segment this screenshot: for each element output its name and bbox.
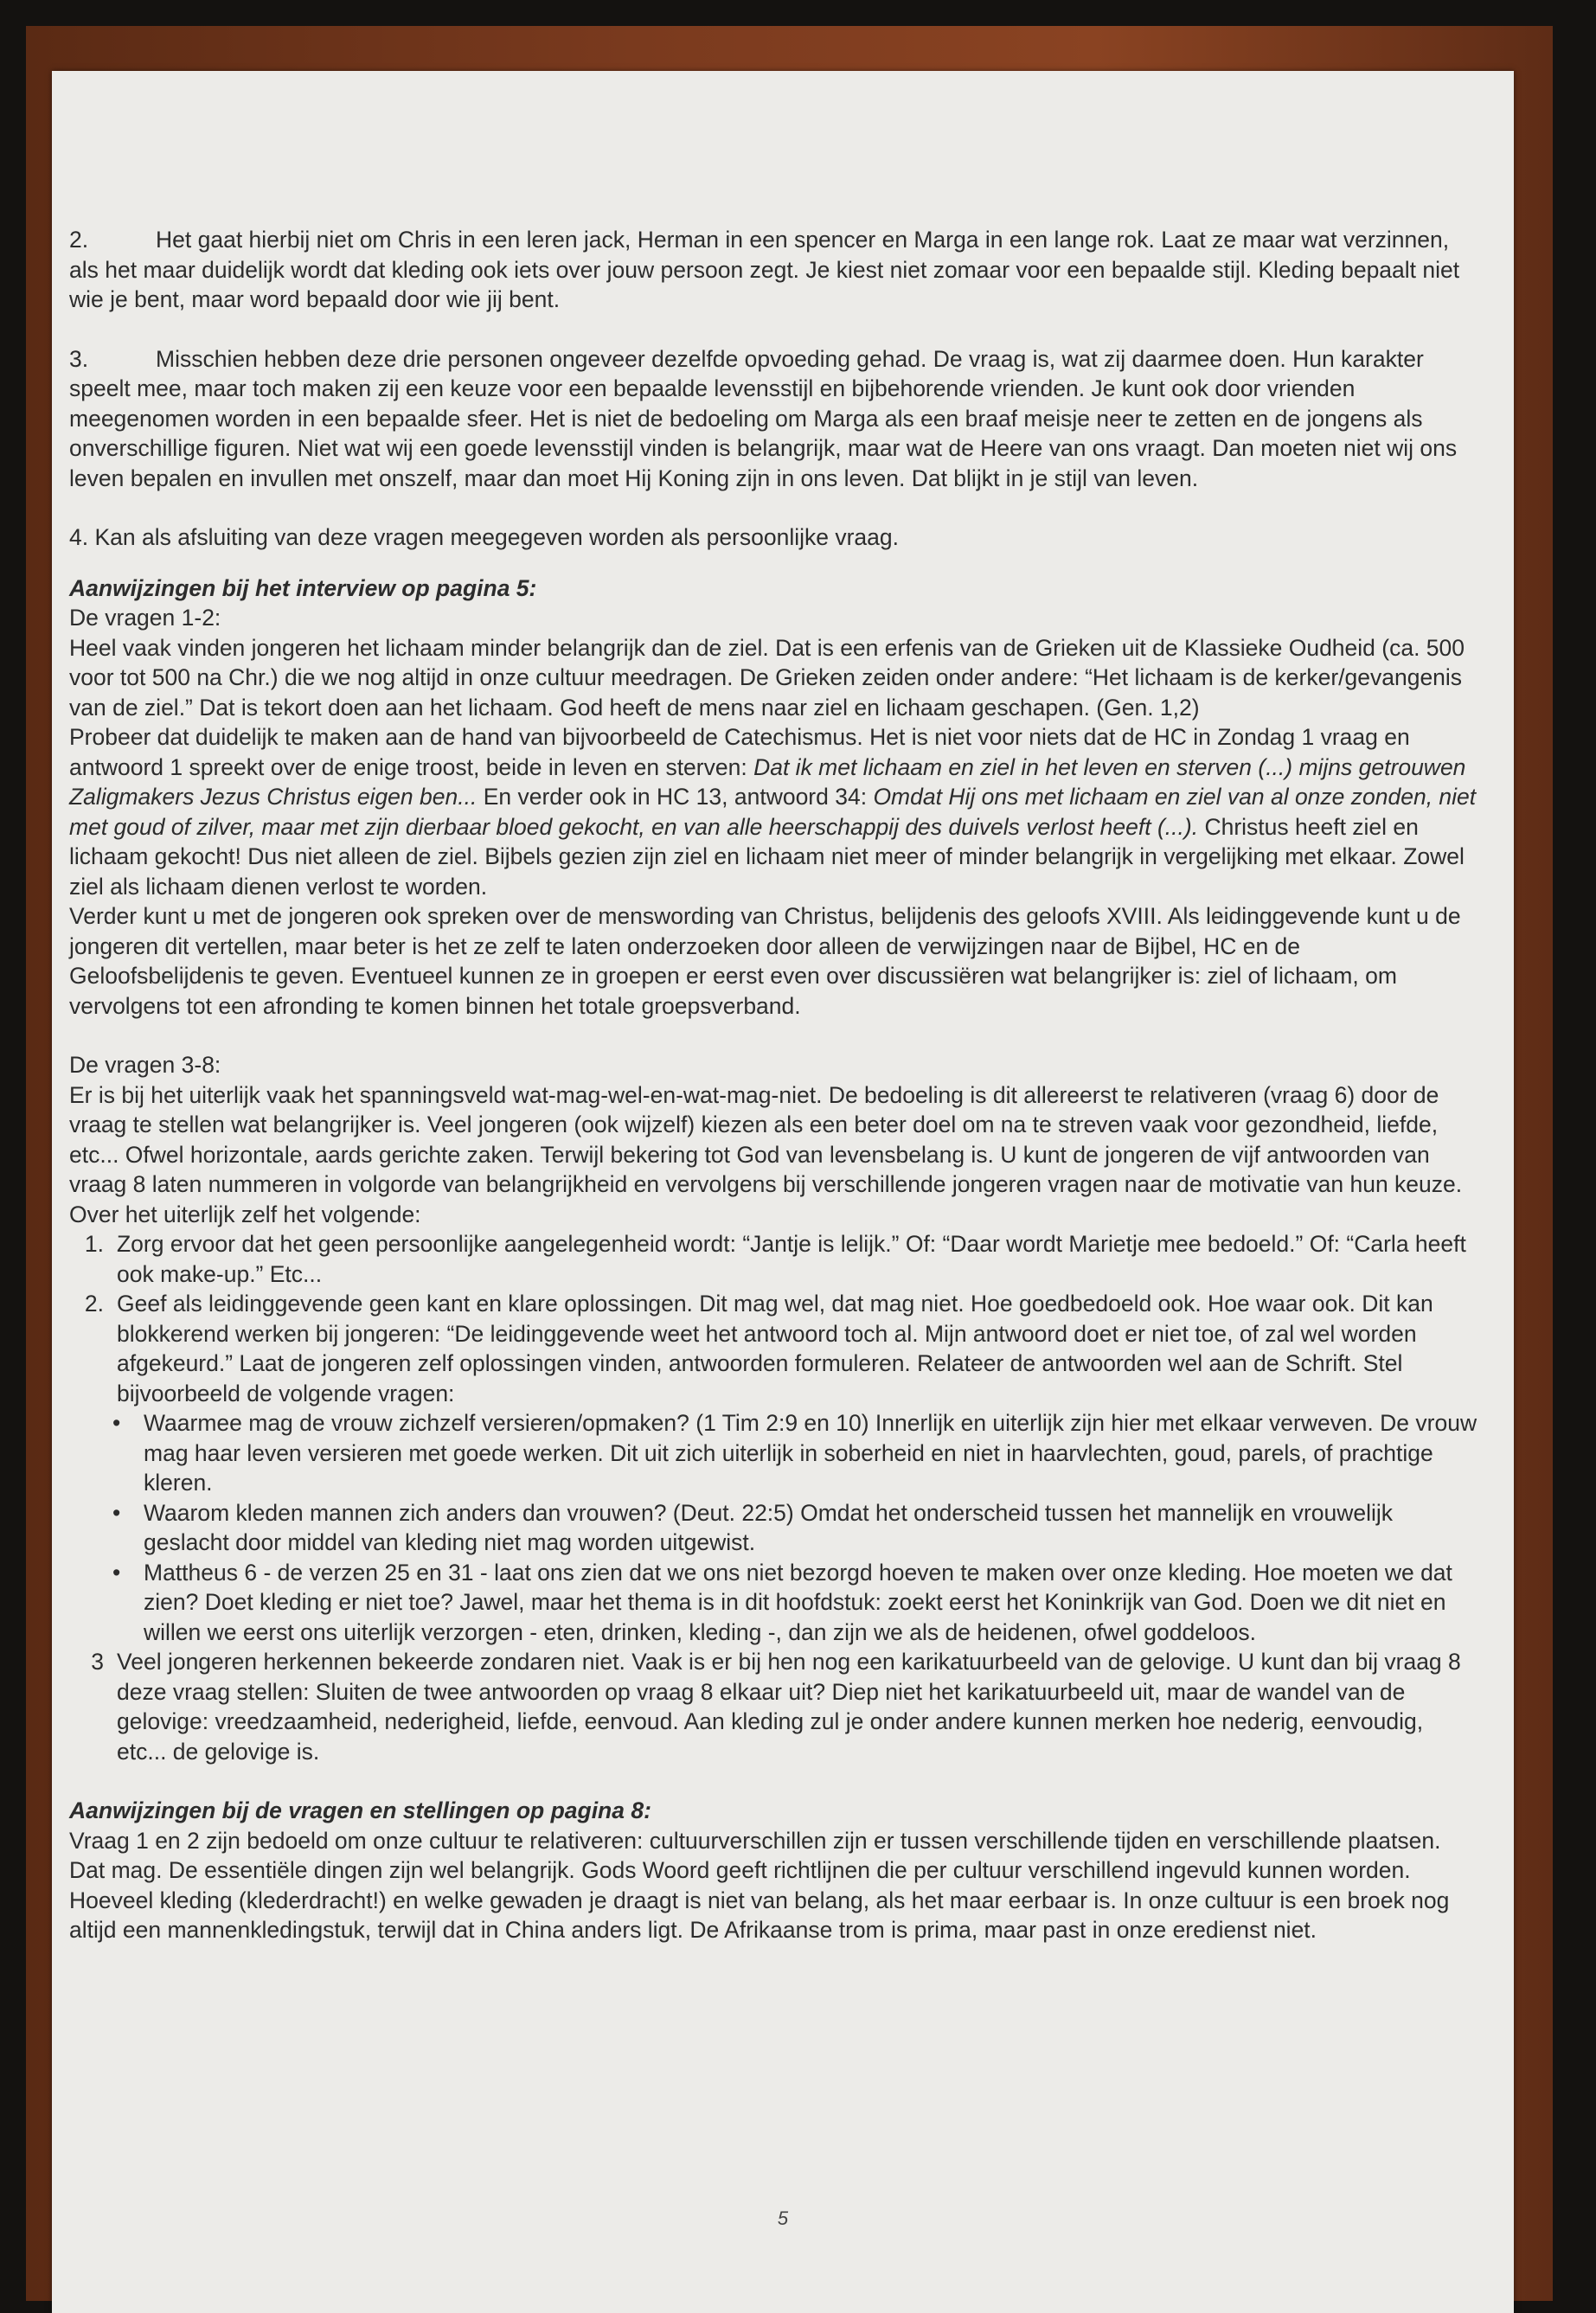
section-heading-statements: Aanwijzingen bij de vragen en stellingen op pagina 8:	[69, 1797, 651, 1823]
bullet-text: Waarom kleden mannen zich anders dan vrouwen? (Deut. 22:5) Omdat het onderscheid tussen het mannelijk en vrouwelijk geslacht door middel van kleding niet mag worden uitgewist.	[144, 1499, 1394, 1555]
book-frame	[26, 26, 1553, 2301]
bullet-icon: •	[112, 1499, 121, 1526]
text-run: Probeer dat duidelijk te maken aan de hand van bijvoorbeeld de Catechismus. Het is niet voor niets dat de HC in Zondag 1 vraag en antwoord 1 spreekt over de enige troost, beide in leven en sterven:	[69, 724, 1410, 780]
list-item	[69, 1289, 1477, 1408]
list-marker: 3	[91, 1649, 104, 1675]
numbered-list	[69, 1229, 1477, 1408]
list-item	[69, 1229, 1477, 1289]
section-heading-interview: Aanwijzingen bij het interview op pagina 5:	[69, 574, 537, 601]
quote-hc-34: Omdat Hij ons met lichaam en ziel van al onze zonden, niet met goud of zilver, maar met zijn dierbaar bloed gekocht, en van alle heerschappij des duivels verlost heeft (...).	[69, 784, 1477, 840]
paragraph-number: 3.	[69, 345, 89, 372]
list-item-text: Zorg ervoor dat het geen persoonlijke aangelegenheid wordt: “Jantje is lelijk.” Of: “Daar wordt Marietje mee bedoeld.” Of: “Carla heeft ook make-up.” Etc...	[117, 1231, 1466, 1287]
body-paragraph: Heel vaak vinden jongeren het lichaam minder belangrijk dan de ziel. Dat is een erfenis van de Grieken uit de Klassieke Oudheid (ca. 500 voor tot 500 na Chr.) die we nog altijd in onze cultuur meedragen. De Grieken zeiden onder andere: “Het lichaam is de kerker/gevangenis van de ziel.” Dat is tekort doen aan het lichaam. God heeft de mens naar ziel en lichaam geschapen. (Gen. 1,2)	[69, 634, 1465, 721]
bullet-item	[69, 1408, 1477, 1498]
text-run: En verder ook in HC 13, antwoord 34:	[477, 784, 874, 810]
paragraph-3	[69, 344, 1477, 494]
paragraph-2	[69, 225, 1477, 315]
body-paragraph: Verder kunt u met de jongeren ook spreken over de menswording van Christus, belijdenis des geloofs XVIII. Als leidinggevende kunt u de jongeren dit vertellen, maar beter is het ze zelf te laten onderzoeken door alleen de verwijzingen naar de Bijbel, HC en de Geloofsbelijdenis te geven. Eventueel kunnen ze in groepen er eerst even over discussiëren wat belangrijker is: ziel of lichaam, om vervolgens tot een afronding te komen binnen het totale groepsverband.	[69, 903, 1461, 1019]
paragraph-text: Misschien hebben deze drie personen ongeveer dezelfde opvoeding gehad. De vraag is, wat zij daarmee doen. Hun karakter speelt mee, maar toch maken zij een keuze voor een bepaalde levensstijl en bijbehorende vrienden. Je kunt ook door vrienden meegenomen worden in een bepaalde sfeer. Het is niet de bedoeling om Marga als een braaf meisje neer te zetten en de jongens als onverschillige figuren. Niet wat wij een goede levensstijl vinden is belangrijk, maar wat de Heere van ons vraagt. Dan moeten niet wij ons leven bepalen en invullen met onszelf, maar dan moet Hij Koning zijn in ons leven. Dat blijkt in je stijl van leven.	[69, 345, 1458, 491]
page-content	[69, 225, 1477, 1945]
paragraph-4: 4. Kan als afsluiting van deze vragen meegegeven worden als persoonlijke vraag.	[69, 524, 900, 550]
list-item	[69, 1647, 1477, 1766]
bullet-text: Waarmee mag de vrouw zichzelf versieren/opmaken? (1 Tim 2:9 en 10) Innerlijk en uiterlijk zijn hier met elkaar verweven. De vrouw mag haar leven versieren met goede werken. Dit uit zich uiterlijk in soberheid en niet in haarvlechten, goud, parels, of prachtige kleren.	[144, 1410, 1477, 1496]
list-marker: 1.	[84, 1231, 104, 1257]
bullet-icon: •	[112, 1410, 121, 1436]
bullet-item	[69, 1558, 1477, 1648]
bullet-text: Mattheus 6 - de verzen 25 en 31 - laat ons zien dat we ons niet bezorgd hoeven te maken over onze kleding. Hoe moeten we dat zien? Doet kleding er niet toe? Jawel, maar het thema is in dit hoofdstuk: zoekt eerst het Koninkrijk van God. Doen we dit niet en willen we eerst ons uiterlijk verzorgen - eten, drinken, kleding -, dan zijn we als de heidenen, ofwel goddeloos.	[144, 1559, 1452, 1645]
quote-hc-1: Dat ik met lichaam en ziel in het leven en sterven (...) mijns getrouwen Zaligmakers Jezus Christus eigen ben...	[69, 753, 1466, 810]
subheading-vragen-3-8: De vragen 3-8:	[69, 1052, 221, 1078]
numbered-list-continued	[69, 1647, 1477, 1766]
subheading-vragen-1-2: De vragen 1-2:	[69, 605, 221, 631]
body-paragraph-catechism	[69, 722, 1477, 901]
list-item-text: Veel jongeren herkennen bekeerde zondaren niet. Vaak is er bij hen nog een karikatuurbeeld van de gelovige. U kunt dan bij vraag 8 deze vraag stellen: Sluiten de twee antwoorden op vraag 8 elkaar uit? Diep niet het karikatuurbeeld uit, maar de wandel van de gelovige: vreedzaamheid, nederigheid, liefde, eenvoud. Aan kleding zul je onder andere kunnen merken hoe nederig, eenvoudig, etc... de gelovige is.	[117, 1649, 1461, 1765]
paragraph-text: Het gaat hierbij niet om Chris in een leren jack, Herman in een spencer en Marga in een lange rok. Laat ze maar wat verzinnen, als het maar duidelijk wordt dat kleding ook iets over jouw persoon zegt. Je kiest niet zomaar voor een bepaalde stijl. Kleding bepaalt niet wie je bent, maar word bepaald door wie jij bent.	[69, 227, 1460, 312]
bullet-list	[69, 1408, 1477, 1647]
list-marker: 2.	[84, 1291, 104, 1317]
text-run: Christus heeft ziel en lichaam gekocht! Dus niet alleen de ziel. Bijbels gezien zijn ziel en lichaam niet meer of minder belangrijk in vergelijking met elkaar. Zowel ziel als lichaam dienen verlost te worden.	[69, 813, 1465, 900]
body-paragraph: Vraag 1 en 2 zijn bedoeld om onze cultuur te relativeren: cultuurverschillen zijn er tussen verschillende tijden en verschillende plaatsen. Dat mag. De essentiële dingen zijn wel belangrijk. Gods Woord geeft richtlijnen die per cultuur verschillend ingevuld kunnen worden. Hoeveel kleding (klederdracht!) en welke gewaden je draagt is niet van belang, als het maar eerbaar is. In onze cultuur is een broek nog altijd een mannenkledingstuk, terwijl dat in China anders ligt. De Afrikaanse trom is prima, maar past in onze eredienst niet.	[69, 1827, 1450, 1943]
bullet-icon: •	[112, 1559, 121, 1586]
body-paragraph: Over het uiterlijk zelf het volgende:	[69, 1201, 421, 1227]
bullet-item	[69, 1498, 1477, 1558]
paragraph-number: 2.	[69, 227, 89, 253]
body-paragraph: Er is bij het uiterlijk vaak het spanningsveld wat-mag-wel-en-wat-mag-niet. De bedoeling is dit allereerst te relativeren (vraag 6) door de vraag te stellen wat belangrijker is. Veel jongeren (ook wijzelf) kiezen als een beter doel om na te streven vaak voor gezondheid, liefde, etc... Ofwel horizontale, aards gerichte zaken. Terwijl bekering tot God van levensbelang is. U kunt de jongeren de vijf antwoorden van vraag 8 laten nummeren in volgorde van belangrijkheid en vervolgens bij verschillende jongeren vragen naar de motivatie van hun keuze.	[69, 1081, 1463, 1197]
document-page	[52, 71, 1514, 2313]
page-number: 5	[777, 2207, 789, 2229]
list-item-text: Geef als leidinggevende geen kant en klare oplossingen. Dit mag wel, dat mag niet. Hoe goedbedoeld ook. Hoe waar ook. Dit kan blokkerend werken bij jongeren: “De leidinggevende weet het antwoord toch al. Mijn antwoord doet er niet toe, of zal wel worden afgekeurd.” Laat de jongeren zelf oplossingen vinden, antwoorden formuleren. Relateer de antwoorden wel aan de Schrift. Stel bijvoorbeeld de volgende vragen:	[117, 1291, 1433, 1406]
